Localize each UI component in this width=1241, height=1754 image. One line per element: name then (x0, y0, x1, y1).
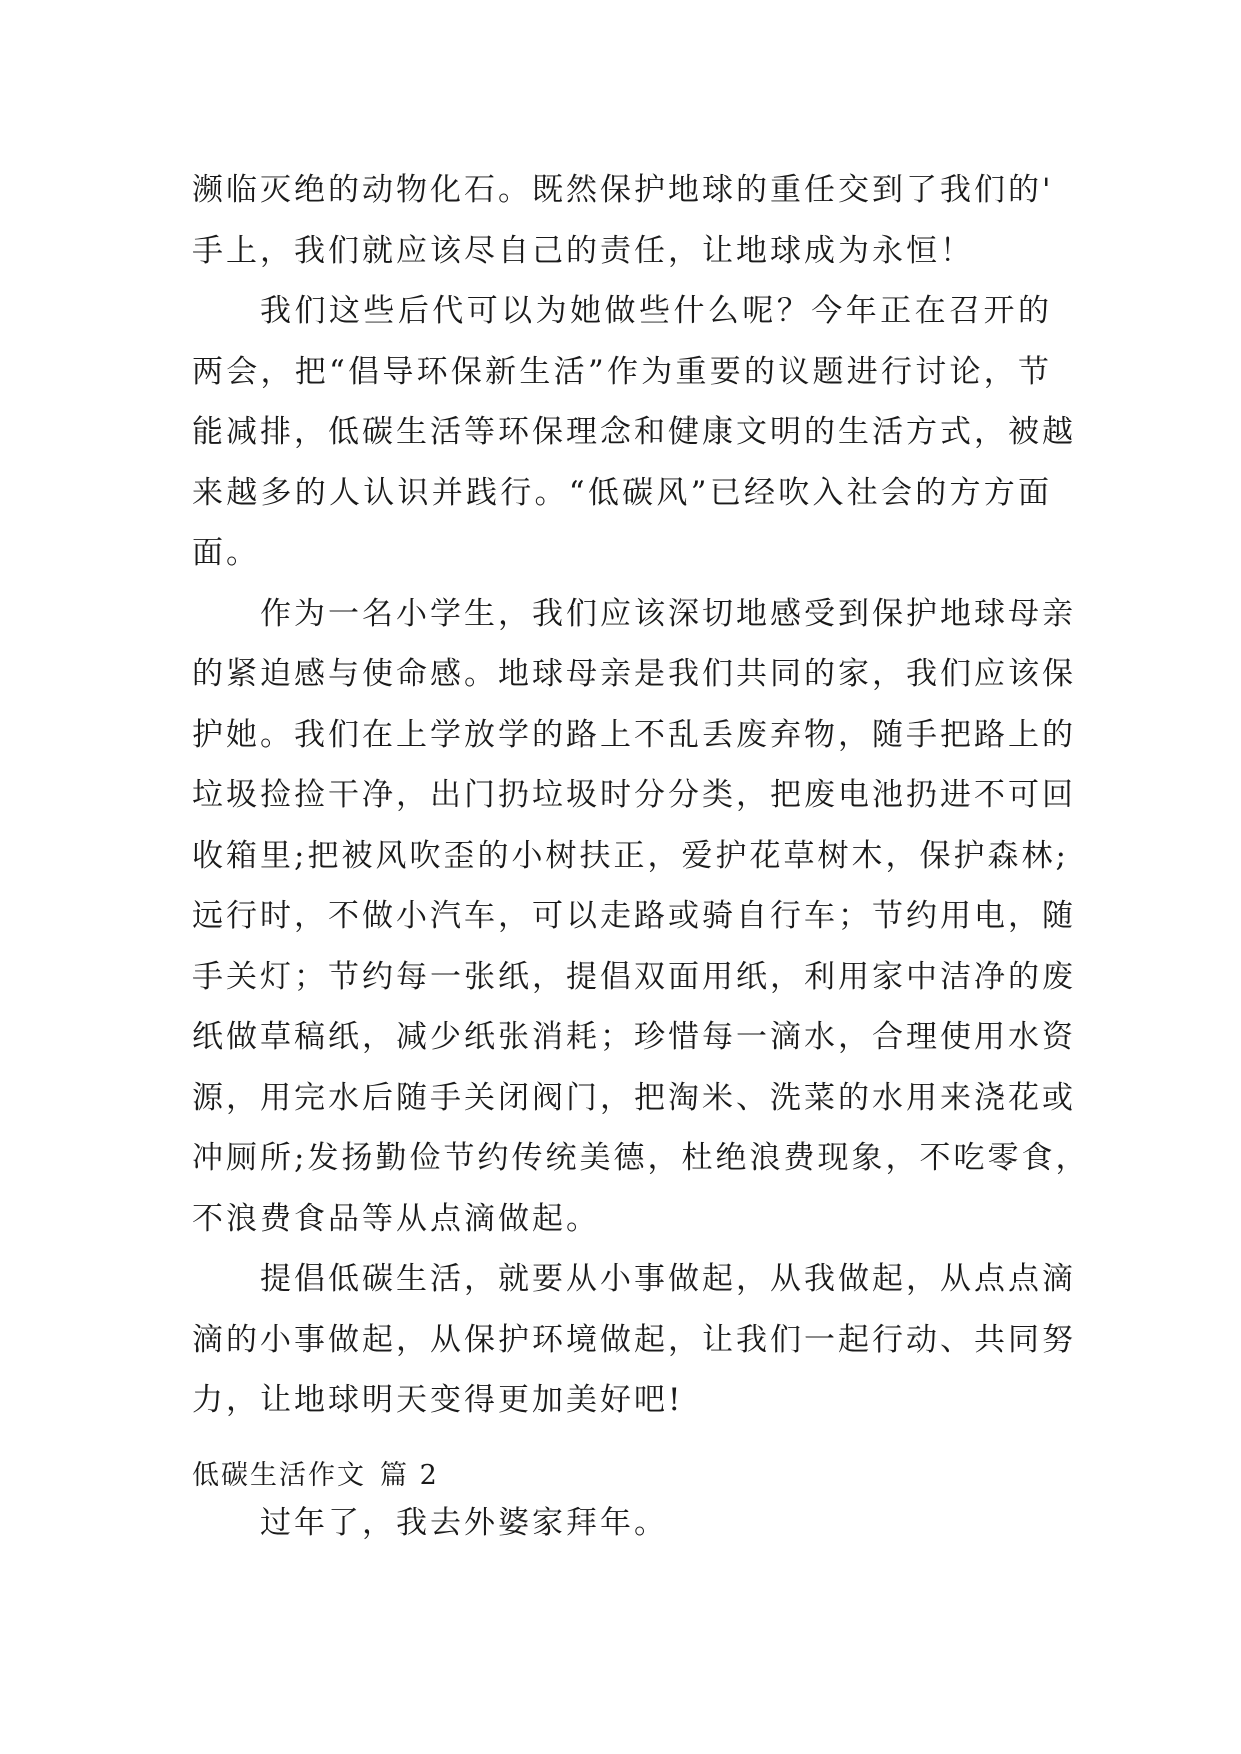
text-line: 手上，我们就应该尽自己的责任，让地球成为永恒！ (192, 232, 974, 269)
text-line: 提倡低碳生活，就要从小事做起，从我做起，从点点滴 (260, 1261, 1076, 1297)
paragraph (192, 160, 1052, 281)
section-title: 低碳生活作文 (192, 1460, 366, 1491)
text-line: 的紧迫感与使命感。地球母亲是我们共同的家，我们应该保 (192, 656, 1076, 692)
document-body (192, 160, 1090, 1431)
paragraph (192, 1493, 1052, 1554)
text-line: 手关灯；节约每一张纸，提倡双面用纸，利用家中洁净的废 (192, 958, 1076, 995)
paragraph (192, 281, 1076, 584)
text-line: 滴的小事做起，从保护环境做起，让我们一起行动、共同努 (192, 1321, 1076, 1358)
text-line: 我们这些后代可以为她做些什么呢？今年正在召开的 (260, 293, 1052, 329)
text-line: 濒临灭绝的动物化石。既然保护地球的重任交到了我们的' (192, 172, 1054, 208)
paragraph (192, 584, 1090, 1250)
text-line: 过年了，我去外婆家拜年。 (260, 1505, 668, 1541)
text-line: 不浪费食品等从点滴做起。 (192, 1200, 600, 1237)
text-line: 收箱里;把被风吹歪的小树扶正，爱护花草树木，保护森林; (192, 837, 1069, 874)
document-body-continued (192, 1493, 1052, 1554)
text-line: 垃圾捡捡干净，出门扔垃圾时分分类，把废电池扔进不可回 (192, 777, 1076, 813)
text-line: 面。 (192, 535, 260, 571)
text-line: 来越多的人认识并践行。“低碳风”已经吹入社会的方方面 (192, 474, 1052, 511)
text-line: 远行时，不做小汽车，可以走路或骑自行车；节约用电，随 (192, 898, 1076, 934)
section-number: 篇 2 (380, 1460, 439, 1491)
text-line: 冲厕所;发扬勤俭节约传统美德，杜绝浪费现象，不吃零食， (192, 1140, 1090, 1176)
text-line: 源，用完水后随手关闭阀门，把淘米、洗菜的水用来浇花或 (192, 1079, 1076, 1116)
text-line: 力，让地球明天变得更加美好吧! (192, 1382, 684, 1418)
text-line: 作为一名小学生，我们应该深切地感受到保护地球母亲 (260, 595, 1076, 632)
text-line: 能减排，低碳生活等环保理念和健康文明的生活方式，被越 (192, 414, 1076, 450)
text-line: 两会，把“倡导环保新生活”作为重要的议题进行讨论，节 (192, 353, 1052, 390)
section-heading (192, 1453, 439, 1492)
paragraph (192, 1249, 1076, 1431)
text-line: 纸做草稿纸，减少纸张消耗；珍惜每一滴水，合理使用水资 (192, 1019, 1076, 1055)
text-line: 护她。我们在上学放学的路上不乱丢废弃物，随手把路上的 (192, 716, 1076, 753)
